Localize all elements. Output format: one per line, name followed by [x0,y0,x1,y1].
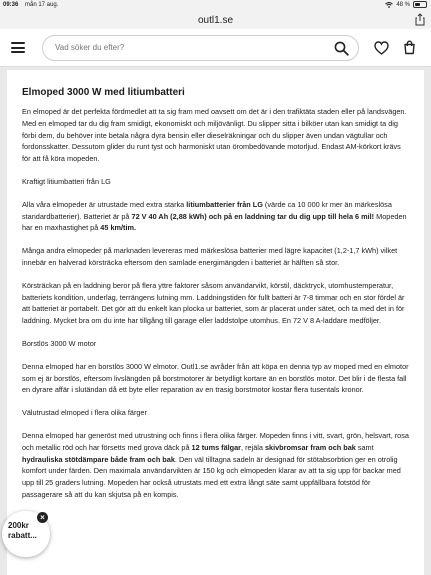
article-title: Elmoped 3000 W med litiumbatteri [22,87,185,98]
close-icon[interactable]: × [37,512,48,523]
section-heading-equipment: Välutrustad elmoped i flera olika färger [22,408,147,418]
discount-label: rabatt... [8,531,37,540]
status-indicators [385,1,427,8]
motor-paragraph: Denna elmoped har en borstlös 3000 W elmotor. Outl1.se avråder från att köpa en denna typ av moped med en elmotor som ej är borstlös, eftersom livslängden på borstmotorer är betydligt kortare än en borstlös motor. Det blir i de flesta fall en dyrare affär i slutändan då ett byte eller reparation av en trasig borstmotor kostar flera tusentals kronor. [22,361,409,395]
search-icon[interactable] [334,41,349,56]
battery-paragraph: Alla våra elmopeder är utrustade med extra starka litiumbatterier från LG (värde ca 10 000 kr mer än märkeslösa standardbatterier). Batteriet är på 72 V 40 Ah (2,88 kWh) och på en laddning tar du dig upp till hela 6 mil! Mopeden har en maxhastighet på 45 km/tim. [22,199,407,233]
product-description-article [7,70,424,575]
status-date: mån 17 aug. [25,2,59,8]
url-text[interactable]: outl1.se [197,15,234,26]
equipment-paragraph: Denna elmoped har generöst med utrustning och finns i flera olika färger. Mopeden finns i vitt, svart, grön, helsvart, rosa och metallic röd och har försetts med grova däck på 12 tums fälgar, rejäla skivbromsar fram och bak samt hydrauliska stötdämpare både fram och bak. Den väl tilltagna sadeln är designad för stötabsorbtion ger en otrolig komfort under färden. Den maximala användarvikten är 150 kg och elmopeden klarar av att ta sig upp för backar med upp till 25 graders lutning. Mopeden har också utrustats med ett extra långt säte samt uppfällbara fotstöd för passagerare så att du kan skjutsa på en kompis. [22,430,409,499]
section-heading-battery: Kraftigt litiumbatteri från LG [22,176,111,186]
battery-percent: 48 % [396,1,410,8]
cart-icon[interactable] [402,40,417,55]
discount-amount: 200kr [8,521,29,530]
section-heading-motor: Borstlös 3000 W motor [22,338,97,348]
status-time: 09:36 [3,2,19,8]
search-bar[interactable] [42,35,359,61]
range-paragraph: Körsträckan på en laddning beror på flera yttre faktorer såsom användarvikt, körstil, däcktryck, utomhustemperatur, batteriets kondition, underlag, terrängens lutning mm. Laddningstiden för fullt batteri är 7-8 timmar och en stor fördel är att batteriet är portabelt. Det gör att du enkelt kan plocka ur batteriet, som är placerat under sätet, och ta med det in för laddning. Mycket bra om du inte har tillgång till garage eller laddstolpe utomhus. En 72 V 8 A-laddare medföljer. [22,280,405,326]
search-input[interactable] [55,36,315,60]
heart-icon[interactable] [374,41,389,55]
hamburger-menu-icon[interactable] [11,42,25,53]
battery-icon [413,1,427,8]
browser-url-bar[interactable] [0,10,431,29]
wifi-icon [385,2,393,8]
intro-paragraph: En elmoped är det perfekta fördmedlet att ta sig fram med oavsett om det är i den trafiktäta staden eller på landsvägen. Med en elmoped tar du dig fram smidigt, ekonomiskt och miljövänligt. Du slipper sitta i bilköer utan kan smidigt ta dig förbi dem, du behöver inte betala några dyra bensin eller dieselräkningar och du slipper även undan vägtullar och fordonsskatter. Dessutom glider du runt tyst och harmoniskt utan örombedövande motorljud. Endast AM-körkort krävs för att få köra mopeden. [22,107,407,164]
battery-comparison-paragraph: Många andra elmopeder på marknaden levereras med märkeslösa batterier med lägre kapacitet (1,2-1,7 kWh) vilket innebär en halverad körsträcka eftersom den samlade energimängden i batteriet är hälften så stor. [22,246,398,267]
status-bar [0,0,431,10]
share-icon[interactable] [415,13,425,26]
site-header [0,29,431,67]
